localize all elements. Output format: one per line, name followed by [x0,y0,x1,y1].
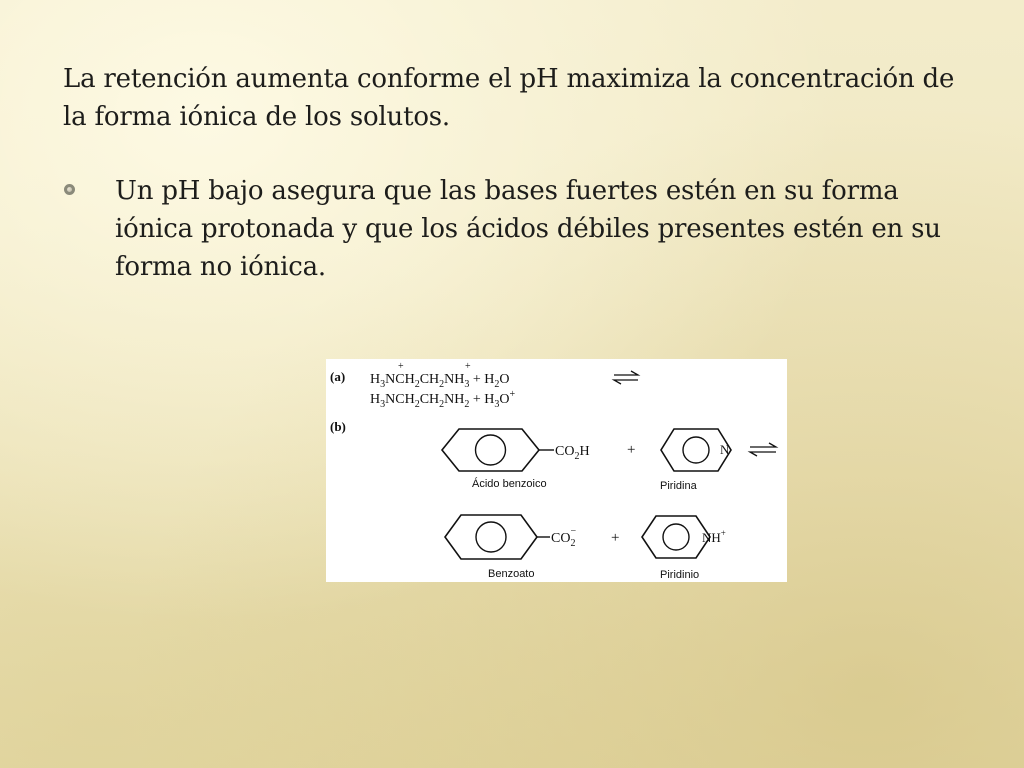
svg-text:CO2−: $CO_2-$ [551,526,577,549]
part-a-label: (a) [330,369,346,384]
svg-text:H3NCH2CH2NH2 + H3O+: $H_3NCH_2CH_2NH_2 + H_3O^+$ [370,389,516,410]
svg-text:NH+: NH+ [702,528,726,545]
part-b-label: (b) [330,419,346,434]
bullet-text: Un pH bajo asegura que las bases fuertes estén en su forma iónica protonada y que los ácidos débiles presentes estén en su forma no iónica. [115,176,941,282]
reaction-diagram [326,359,787,582]
reaction-a-products [370,389,516,410]
benzoate-label: Benzoato [488,568,535,580]
chemical-equilibrium-figure [326,359,787,582]
plus-sign: + [627,442,636,458]
pyridine-structure [661,429,731,471]
pyridine-label: Piridina [660,480,697,492]
equilibrium-arrow-icon [750,443,776,456]
svg-text:+: + [465,361,471,372]
benzoic-acid-label: Ácido benzoico [472,478,547,490]
svg-text:N: N [720,442,730,457]
pyridinium-structure [642,516,726,558]
benzoate-structure [445,515,576,559]
benzoic-acid-structure [442,429,590,471]
intro-paragraph: La retención aumenta conforme el pH maximiza la concentración de la forma iónica de los solutos. [63,64,955,132]
reaction-a-reactants [370,361,638,390]
equilibrium-arrow-icon [614,371,638,384]
svg-text:H3NCH2CH2NH3 + H2O: $H_3NCH_2CH_2NH_3 + H_2O$ [370,372,510,390]
plus-sign: + [611,530,620,546]
svg-text:+: + [398,361,404,372]
svg-text:CO2H: $CO_2H$ [555,444,590,462]
bullet-circle-icon [64,184,75,195]
pyridinium-label: Piridinio [660,569,700,581]
